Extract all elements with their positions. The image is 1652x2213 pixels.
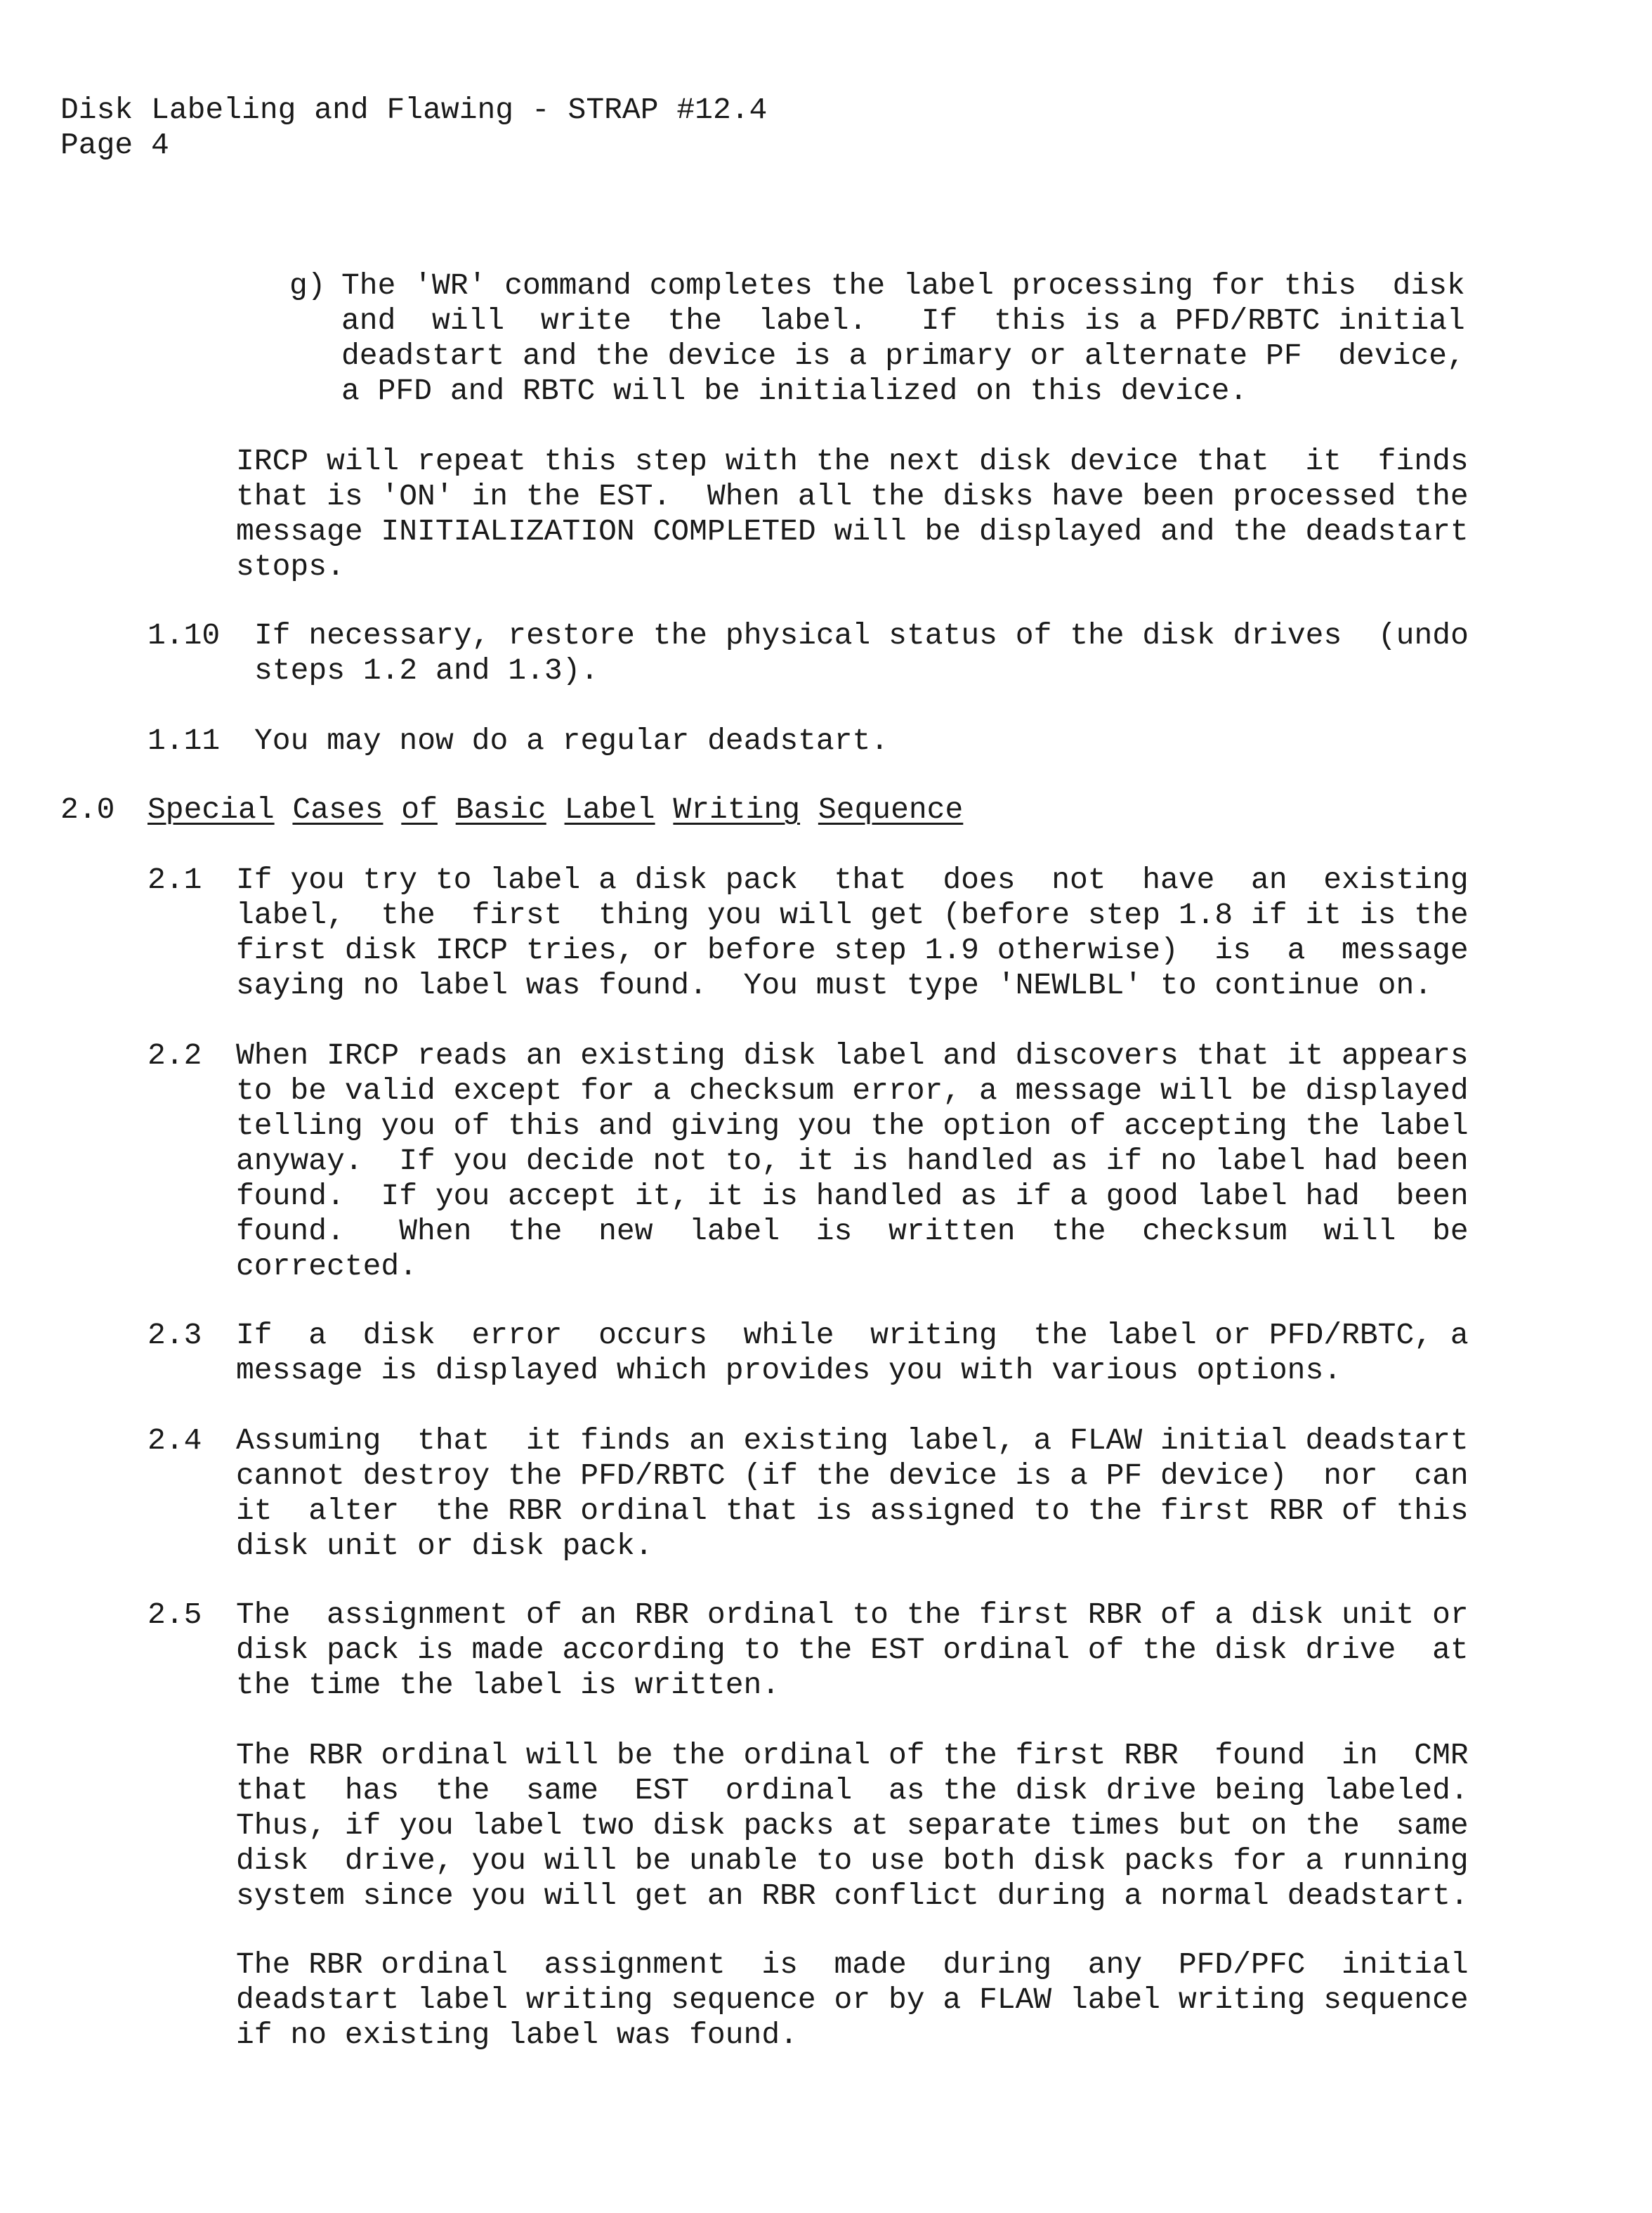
heading-word: Writing xyxy=(673,792,801,827)
item-2-3-line: message is displayed which provides you with various options. xyxy=(236,1353,1342,1388)
item-2-3-number: 2.3 xyxy=(148,1318,202,1352)
item-2-2-line: found. If you accept it, it is handled as if a good label had been xyxy=(236,1179,1469,1213)
item-2-4-line: Assuming that it finds an existing label, a FLAW initial deadstart xyxy=(236,1423,1469,1458)
item-2-2-line: found. When the new label is written the checksum will be xyxy=(236,1214,1469,1248)
heading-word: Cases xyxy=(292,792,383,827)
item-2-5-number: 2.5 xyxy=(148,1598,202,1632)
item-2-1-line: label, the first thing you will get (before step 1.8 if it is the xyxy=(236,898,1469,932)
item-2-2-line: telling you of this and giving you the option of accepting the label xyxy=(236,1109,1469,1143)
section-2-number: 2.0 xyxy=(60,792,115,827)
heading-word: Label xyxy=(564,792,655,827)
rbr-paragraph-1-line: The RBR ordinal will be the ordinal of the first RBR found in CMR xyxy=(236,1738,1469,1773)
step-1-11-text: You may now do a regular deadstart. xyxy=(254,724,889,758)
rbr-paragraph-1-line: system since you will get an RBR conflict during a normal deadstart. xyxy=(236,1879,1469,1913)
item-2-4-line: it alter the RBR ordinal that is assigned to the first RBR of this xyxy=(236,1494,1469,1528)
item-2-1-line: saying no label was found. You must type 'NEWLBL' to continue on. xyxy=(236,968,1433,1003)
step-1-10-number: 1.10 xyxy=(148,618,221,653)
item-g-marker: g) xyxy=(289,268,326,303)
item-2-4-number: 2.4 xyxy=(148,1423,202,1458)
item-2-5-line: the time the label is written. xyxy=(236,1668,780,1702)
rbr-paragraph-2-line: if no existing label was found. xyxy=(236,2018,798,2052)
rbr-paragraph-2-line: deadstart label writing sequence or by a FLAW label writing sequence xyxy=(236,1983,1469,2017)
step-1-10-line: steps 1.2 and 1.3). xyxy=(254,653,599,688)
item-2-2-line: When IRCP reads an existing disk label and discovers that it appears xyxy=(236,1038,1469,1073)
item-2-2-number: 2.2 xyxy=(148,1038,202,1073)
item-2-5-line: disk pack is made according to the EST ordinal of the disk drive at xyxy=(236,1633,1469,1667)
section-2-heading xyxy=(148,792,963,828)
rbr-paragraph-1-line: disk drive, you will be unable to use both disk packs for a running xyxy=(236,1843,1469,1878)
item-2-1-line: first disk IRCP tries, or before step 1.9 otherwise) is a message xyxy=(236,933,1469,967)
ircp-paragraph-line: stops. xyxy=(236,549,345,584)
document-title: Disk Labeling and Flawing - STRAP #12.4 xyxy=(60,93,768,127)
item-g-line: a PFD and RBTC will be initialized on this device. xyxy=(341,374,1248,408)
item-2-5-line: The assignment of an RBR ordinal to the first RBR of a disk unit or xyxy=(236,1598,1469,1632)
item-g-line: and will write the label. If this is a PFD/RBTC initial xyxy=(341,303,1465,338)
ircp-paragraph-line: message INITIALIZATION COMPLETED will be displayed and the deadstart xyxy=(236,514,1469,549)
page-number: Page 4 xyxy=(60,128,169,162)
rbr-paragraph-1-line: Thus, if you label two disk packs at separate times but on the same xyxy=(236,1808,1469,1843)
step-1-10-line: If necessary, restore the physical status of the disk drives (undo xyxy=(254,618,1469,653)
item-2-4-line: cannot destroy the PFD/RBTC (if the device is a PF device) nor can xyxy=(236,1458,1469,1493)
item-2-3-line: If a disk error occurs while writing the label or PFD/RBTC, a xyxy=(236,1318,1469,1352)
item-2-1-line: If you try to label a disk pack that does not have an existing xyxy=(236,863,1469,897)
step-1-11-number: 1.11 xyxy=(148,724,221,758)
heading-word: Sequence xyxy=(818,792,964,827)
rbr-paragraph-2-line: The RBR ordinal assignment is made during any PFD/PFC initial xyxy=(236,1947,1469,1982)
rbr-paragraph-1-line: that has the same EST ordinal as the disk drive being labeled. xyxy=(236,1773,1469,1808)
heading-word: Basic xyxy=(455,792,546,827)
item-2-2-line: to be valid except for a checksum error, a message will be displayed xyxy=(236,1073,1469,1108)
item-2-2-line: anyway. If you decide not to, it is handled as if no label had been xyxy=(236,1144,1469,1178)
heading-word: of xyxy=(401,792,438,827)
item-2-2-line: corrected. xyxy=(236,1249,418,1284)
item-2-4-line: disk unit or disk pack. xyxy=(236,1529,653,1563)
heading-word: Special xyxy=(148,792,275,827)
ircp-paragraph-line: IRCP will repeat this step with the next disk device that it finds xyxy=(236,444,1469,478)
item-2-1-number: 2.1 xyxy=(148,863,202,897)
ircp-paragraph-line: that is 'ON' in the EST. When all the disks have been processed the xyxy=(236,479,1469,514)
item-g-line: deadstart and the device is a primary or alternate PF device, xyxy=(341,339,1465,373)
item-g-line: The 'WR' command completes the label processing for this disk xyxy=(341,268,1465,303)
